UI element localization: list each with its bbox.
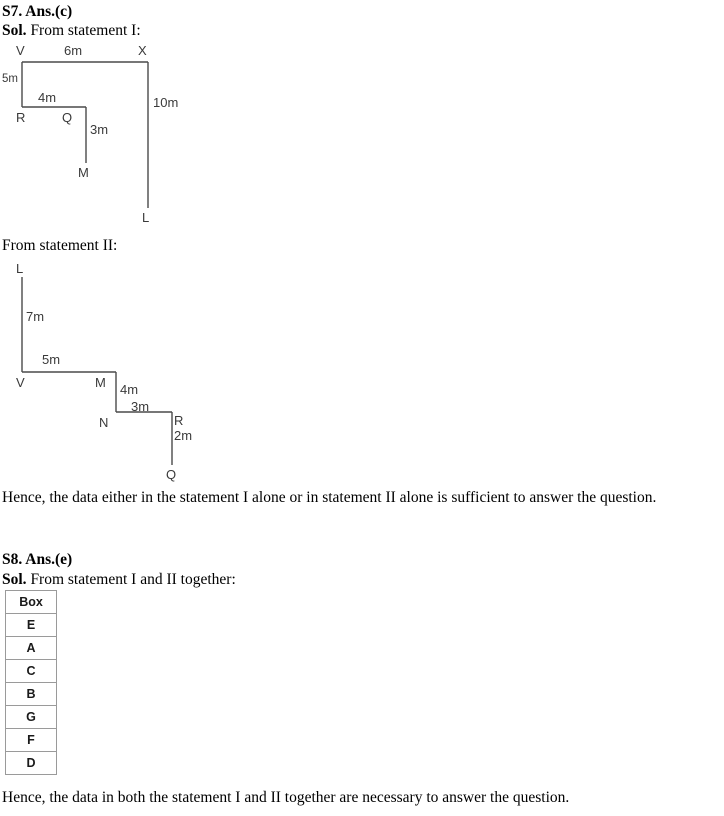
node-label-M: M	[78, 165, 89, 180]
box-arrangement-table	[5, 590, 57, 775]
node-label-Q: Q	[62, 110, 73, 125]
box-cell-7: D	[6, 752, 57, 775]
box-cell-6: F	[6, 729, 57, 752]
s7-sol-line	[2, 21, 141, 40]
node-label-V: V	[16, 375, 25, 390]
distance-label-3m: 3m	[131, 399, 150, 414]
s8-sol-label: Sol.	[2, 571, 27, 588]
box-cell-1: E	[6, 614, 57, 637]
statement-1-path-svg	[0, 40, 230, 225]
distance-label-2m: 2m	[174, 428, 193, 443]
s8-sol-line	[2, 570, 236, 589]
table-row	[6, 614, 57, 637]
distance-label-4m: 4m	[38, 90, 57, 105]
distance-label-10m: 10m	[153, 95, 179, 110]
statement-2-path-svg	[0, 258, 230, 483]
statement-1-diagram	[0, 40, 230, 225]
statement-2-caption: From statement II:	[2, 237, 118, 254]
node-label-V: V	[16, 43, 25, 58]
table-row	[6, 683, 57, 706]
node-label-M: M	[95, 375, 106, 390]
node-label-R: R	[174, 413, 184, 428]
table-row	[6, 752, 57, 775]
s7-conclusion: Hence, the data either in the statement I alone or in statement II alone is sufficient to answer the question.	[2, 489, 657, 506]
box-cell-2: A	[6, 637, 57, 660]
distance-label-3m: 3m	[90, 122, 109, 137]
node-label-N: N	[99, 415, 109, 430]
table-row	[6, 637, 57, 660]
distance-label-5m: 5m	[2, 73, 18, 85]
table-row-header	[6, 591, 57, 614]
statement-2-diagram	[0, 258, 230, 483]
s7-heading: S7. Ans.(c)	[2, 3, 73, 20]
s7-sol-label: Sol.	[2, 22, 27, 39]
distance-label-7m: 7m	[26, 309, 45, 324]
box-cell-3: C	[6, 660, 57, 683]
distance-label-4m: 4m	[120, 382, 139, 397]
node-label-X: X	[138, 43, 147, 58]
s8-conclusion: Hence, the data in both the statement I and II together are necessary to answer the question.	[2, 789, 570, 806]
node-label-R: R	[16, 110, 26, 125]
node-label-L: L	[16, 261, 24, 276]
node-label-L: L	[142, 210, 150, 225]
table-row	[6, 729, 57, 752]
box-table-header-cell: Box	[6, 591, 57, 614]
table-row	[6, 660, 57, 683]
table-row	[6, 706, 57, 729]
box-cell-5: G	[6, 706, 57, 729]
distance-label-6m: 6m	[64, 43, 83, 58]
node-label-Q: Q	[166, 467, 177, 482]
box-cell-4: B	[6, 683, 57, 706]
s8-sol-text: From statement I and II together:	[26, 571, 236, 588]
box-table-body	[6, 591, 57, 775]
s8-heading: S8. Ans.(e)	[2, 551, 73, 568]
distance-label-5m: 5m	[42, 352, 61, 367]
s7-sol-text: From statement I:	[26, 22, 141, 39]
